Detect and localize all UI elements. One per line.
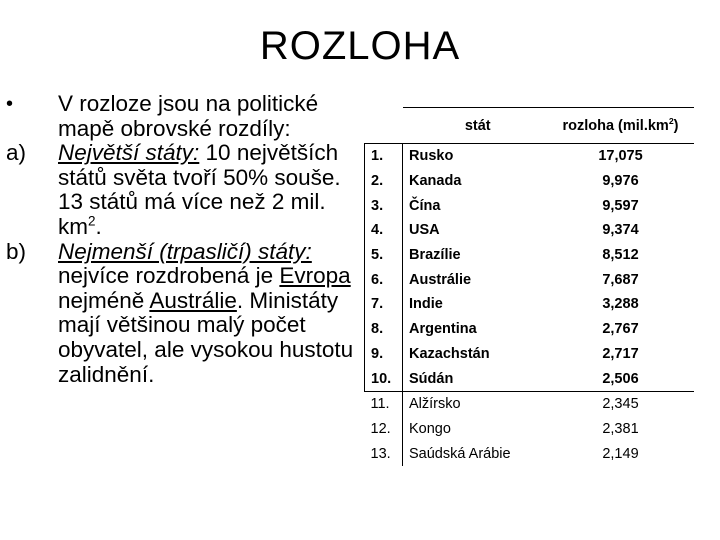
table-row [365, 218, 695, 243]
state-area: 3,288 [602, 296, 639, 313]
row-number: 4. [365, 218, 403, 243]
row-number: 13. [365, 441, 403, 466]
header-area-end: ) [673, 117, 679, 134]
row-number: 11. [365, 391, 403, 416]
bullet-largest-states [6, 141, 364, 239]
bullet-marker: • [6, 93, 14, 115]
link-europe[interactable]: Evropa [279, 263, 351, 289]
table-row [365, 193, 695, 218]
state-name: Indie [409, 296, 443, 313]
table-row [365, 144, 695, 169]
header-state: stát [403, 108, 548, 144]
smallest-states-text: . Ministáty mají většinou malý počet obyvatel, ale vysokou hustotu zalidnění. [58, 287, 354, 387]
slide-title: ROZLOHA [259, 24, 461, 68]
state-name: Alžírsko [409, 396, 461, 413]
table-row [365, 267, 695, 292]
row-number: 7. [365, 292, 403, 317]
state-area: 9,597 [602, 197, 639, 214]
superscript: 2 [88, 213, 96, 229]
smallest-states-text: nejméně [58, 287, 150, 313]
state-area: 2,149 [602, 445, 639, 462]
state-area: 2,381 [602, 420, 639, 437]
state-area: 2,345 [602, 396, 639, 413]
bullet-intro-text: V rozloze jsou na politické mapě obrovské rozdíly: [58, 91, 319, 141]
header-area-text: rozloha (mil.km [562, 117, 669, 134]
state-name: Kanada [409, 173, 462, 190]
state-name: Kazachstán [409, 345, 490, 362]
table-row [365, 243, 695, 268]
state-name: Saúdská Arábie [409, 445, 511, 462]
table-row [365, 417, 695, 442]
state-area: 8,512 [602, 247, 639, 264]
largest-states-table [364, 107, 694, 466]
table-header-row [365, 108, 695, 144]
table-row [365, 441, 695, 466]
state-area: 2,506 [547, 366, 694, 391]
bullet-marker: a) [6, 140, 27, 166]
row-number: 8. [365, 317, 403, 342]
link-australia[interactable]: Austrálie [149, 287, 237, 313]
state-name: Kongo [409, 420, 451, 437]
row-number: 1. [365, 144, 403, 169]
state-name: USA [409, 222, 440, 239]
bullet-intro [6, 92, 364, 141]
state-area: 2,717 [602, 345, 639, 362]
largest-states-text: 10 největších států světa tvoří 50% souše. 13 států má více než 2 mil. km [58, 140, 341, 239]
largest-states-label: Největší státy: [58, 140, 200, 166]
state-name: Argentina [409, 321, 477, 338]
row-number: 6. [365, 267, 403, 292]
row-number: 10. [365, 366, 403, 391]
table-row [365, 342, 695, 367]
state-area: 9,976 [602, 173, 639, 190]
table-row [365, 292, 695, 317]
table-row [365, 169, 695, 194]
row-number: 5. [365, 243, 403, 268]
superscript: 2 [668, 115, 674, 126]
state-name: Súdán [403, 366, 548, 391]
bullet-smallest-states [6, 240, 364, 388]
state-area: 17,075 [547, 144, 694, 169]
row-number: 12. [365, 417, 403, 442]
state-name: Rusko [403, 144, 548, 169]
row-number: 3. [365, 193, 403, 218]
row-number: 9. [365, 342, 403, 367]
bullet-marker: b) [6, 238, 27, 264]
bullet-list [6, 92, 364, 387]
smallest-states-label: Nejmenší (trpasličí) státy: [58, 238, 312, 264]
header-area [547, 108, 694, 144]
row-number: 2. [365, 169, 403, 194]
state-name: Brazílie [409, 247, 461, 264]
state-area: 2,767 [602, 321, 639, 338]
sentence-end: . [95, 213, 102, 239]
state-name: Austrálie [409, 271, 472, 288]
state-area: 9,374 [602, 222, 639, 239]
state-area: 7,687 [602, 271, 639, 288]
smallest-states-text: nejvíce rozdrobená je [58, 263, 280, 289]
header-num [365, 108, 403, 144]
table-row [365, 317, 695, 342]
table-row [365, 391, 695, 416]
table-row [365, 366, 695, 391]
state-name: Čína [409, 197, 441, 214]
